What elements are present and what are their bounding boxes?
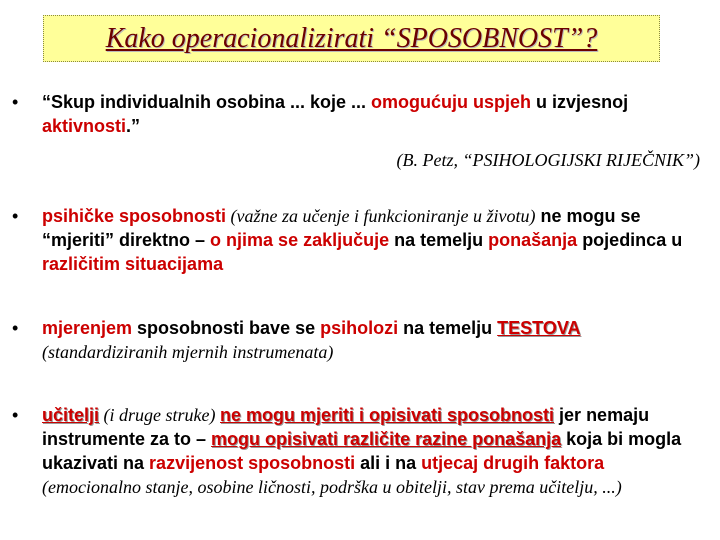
- definition-red-success: omogućuju uspjeh: [371, 92, 532, 112]
- definition-red-activity: aktivnosti: [42, 116, 127, 136]
- text-based-on: na temelju: [389, 230, 489, 250]
- bullet-dot: •: [12, 206, 19, 226]
- note-standardized: (standardiziranih mjernih instrumenata): [42, 342, 334, 362]
- term-measurement: mjerenjem: [42, 318, 133, 338]
- text-inferred: o njima se zaključuje: [210, 230, 390, 250]
- text-situations: različitim situacijama: [42, 254, 224, 274]
- text-measurement-mid: sposobnosti bave se: [132, 318, 321, 338]
- text-can-describe-levels: mogu opisivati različite razine ponašanja: [211, 429, 562, 449]
- text-other-factors: utjecaj drugih faktora: [421, 453, 605, 473]
- text-but-also: ali i na: [355, 453, 422, 473]
- text-on-basis: na temelju: [398, 318, 498, 338]
- text-behavior: ponašanja: [488, 230, 578, 250]
- bullet-dot: •: [12, 318, 19, 338]
- text-cannot-measure-describe: ne mogu mjeriti i opisivati sposobnosti: [220, 405, 555, 425]
- title-box: [43, 15, 660, 62]
- term-tests: TESTOVA: [497, 318, 581, 338]
- bullet-dot: •: [12, 92, 19, 112]
- text-no-instruments: jer nemaju instrumente za to –: [42, 405, 650, 449]
- text-could-indicate: koja bi mogla ukazivati na: [42, 429, 682, 473]
- bullet-measurement: [12, 316, 707, 364]
- definition-quote-end: .”: [126, 116, 141, 136]
- note-importance: (važne za učenje i funkcioniranje u životu): [226, 206, 536, 226]
- bullet-dot: •: [12, 405, 19, 425]
- note-other-professions: (i druge struke): [99, 405, 220, 425]
- note-factors-list: (emocionalno stanje, osobine ličnosti, podrška u obitelji, stav prema učitelju, ...): [42, 477, 622, 497]
- definition-quote-start: “Skup individualnih osobina ... koje ...: [42, 92, 372, 112]
- bullet-psychological-abilities: [12, 204, 707, 276]
- text-cannot-measure: ne mogu se “mjeriti” direktno –: [42, 206, 641, 250]
- term-psychological-abilities: psihičke sposobnosti: [42, 206, 227, 226]
- definition-text-mid: u izvjesnoj: [531, 92, 629, 112]
- slide-title: Kako operacionalizirati “SPOSOBNOST”?: [105, 22, 598, 54]
- term-psychologists: psiholozi: [320, 318, 399, 338]
- text-ability-development: razvijenost sposobnosti: [149, 453, 356, 473]
- bullet-definition: [12, 90, 707, 172]
- term-teachers: učitelji: [42, 405, 100, 425]
- citation: (B. Petz, “PSIHOLOGIJSKI RIJEČNIK”): [396, 150, 700, 170]
- bullet-teachers: [12, 403, 707, 499]
- text-individual: pojedinca u: [577, 230, 683, 250]
